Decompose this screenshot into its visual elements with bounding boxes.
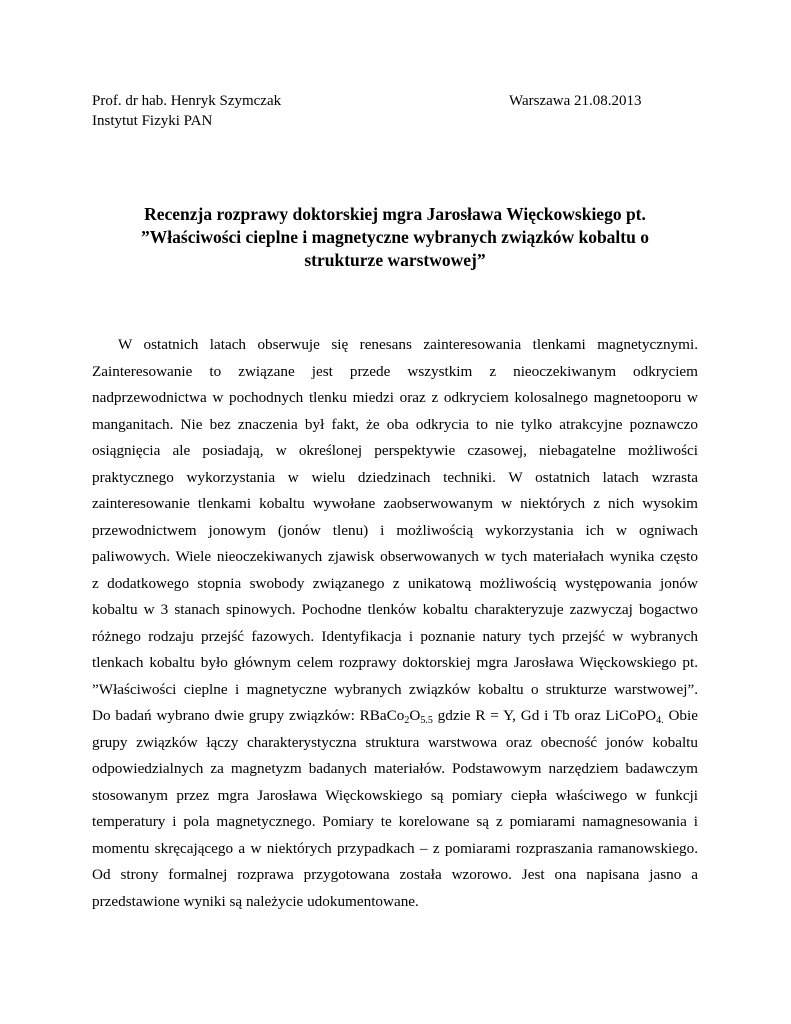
paragraph-line: przedstawione wyniki są należycie udokumentowane. [92,892,419,910]
paragraph-line: ”Właściwości cieplne i magnetyczne wybranych związków kobaltu o strukturze warstwowej”. [92,680,698,698]
formula-subscript: 4. [656,715,664,726]
title-line-3: strukturze warstwowej” [304,250,486,270]
title-line-1: Recenzja rozprawy doktorskiej mgra Jarosława Więckowskiego pt. [144,204,646,224]
document-title [92,203,698,272]
formula-subscript: 5.5 [420,715,433,726]
paragraph-line: grupy związków łączy charakterystyczna struktura warstwowa oraz obecność jonów kobaltu [92,733,698,751]
paragraph-line: przewodnictwem jonowym (jonów tlenu) i możliwością wykorzystania ich w ogniwach [92,521,698,539]
formula-text-c: gdzie R = Y, Gd i Tb oraz LiCoPO [432,707,657,724]
author-block [92,91,281,131]
paragraph-line: odpowiedzialnych za magnetyzm badanych materiałów. Podstawowym narzędziem badawczym [92,760,698,777]
paragraph-line: różnego rodzaju przejść fazowych. Identyfikacja i poznanie natury tych przejść w wybranych [92,627,698,645]
paragraph-line: paliwowych. Wiele nieoczekiwanych zjawisk obserwowanych w tych materiałach wynika często [92,548,698,565]
author-name: Prof. dr hab. Henryk Szymczak [92,93,282,109]
paragraph-line: nadprzewodnictwa w pochodnych tlenku miedzi oraz z odkryciem kolosalnego magnetooporu w [92,389,698,406]
paragraph-line: momentu skręcającego a w niektórych przypadkach – z pomiarami rozpraszania ramanowskiego. [92,839,698,857]
paragraph-line: tlenkach kobaltu było głównym celem rozprawy doktorskiej mgra Jarosława Więckowskiego pt. [92,654,698,671]
paragraph-line: stosowanym przez mgra Jarosława Więckowskiego są pomiary ciepła właściwego w funkcji [92,786,698,804]
paragraph-line: osiągnięcia ale posiadają, w określonej perspektywie czasowej, niebagatelne możliwości [92,442,698,459]
paragraph-line: Od strony formalnej rozprawa przygotowana została wzorowo. Jest ona napisana jasno a [92,866,698,883]
author-institution: Instytut Fizyki PAN [92,113,213,129]
formula-subscript: 2 [404,715,410,726]
paragraph-line: manganitach. Nie bez znaczenia był fakt, że oba odkrycia to nie tylko atrakcyjne poznawczo [92,415,698,433]
place-date: Warszawa 21.08.2013 [509,93,642,109]
paragraph-line-formula [92,703,698,730]
paragraph-line: W ostatnich latach obserwuje się renesans zainteresowania tlenkami magnetycznymi. [118,336,698,353]
paragraph-line: Zainteresowanie to związane jest przede wszystkim z nieoczekiwanym odkryciem [92,362,698,380]
review-paragraph [92,332,698,915]
paragraph-line: kobaltu w 3 stanach spinowych. Pochodne tlenków kobaltu charakteryzuje zazwyczaj bogactwo [92,601,698,618]
formula-text-d: Obie [663,707,698,724]
paragraph-line: zainteresowanie tlenkami kobaltu wywołane zaobserwowanym w niektórych z nich wysokim [92,495,698,512]
formula-text-a: Do badań wybrano dwie grupy związków: RBaCo [92,707,405,724]
paragraph-line: z dodatkowego stopnia swobody związanego z unikatową możliwością występowania jonów [92,574,698,592]
formula-text-b: O [409,707,421,724]
paragraph-line: temperatury i pola magnetycznego. Pomiary te korelowane są z pomiarami namagnesowania i [92,813,698,830]
paragraph-line: praktycznego wykorzystania w wielu dziedzinach techniki. W ostatnich latach wzrasta [92,468,698,486]
title-line-2: ”Właściwości cieplne i magnetyczne wybranych związków kobaltu o [141,227,649,247]
